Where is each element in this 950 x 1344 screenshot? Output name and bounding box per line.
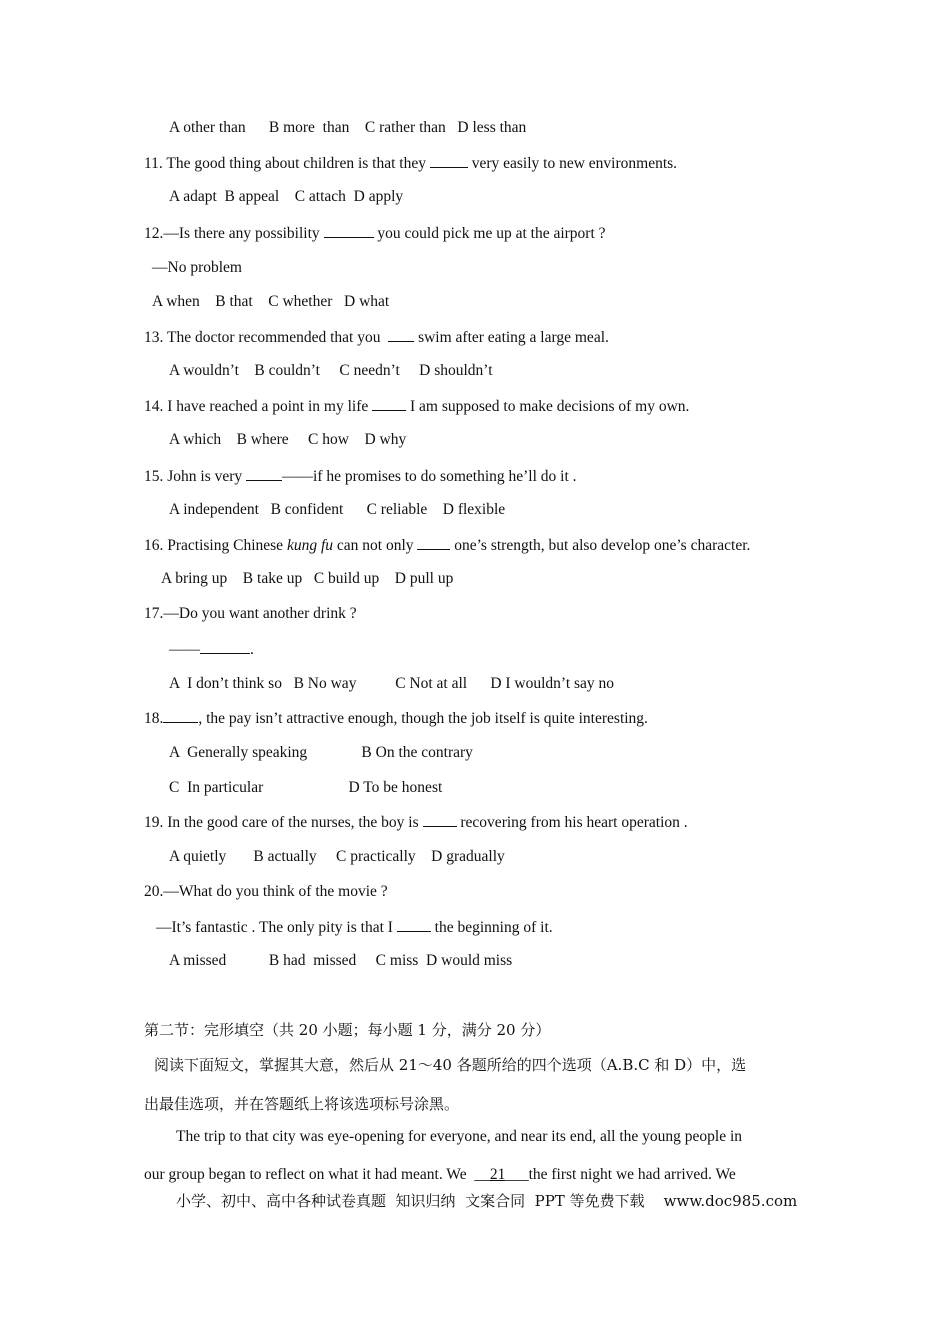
question-19 [144, 812, 688, 833]
q16-text-mid: can not only [333, 537, 418, 554]
question-15 [144, 466, 577, 487]
q19-text-start: 19. In the good care of the nurses, the boy is [144, 814, 423, 831]
q16-options: A bring up B take up C build up D pull up [161, 570, 454, 587]
question-13 [144, 327, 609, 348]
q12-response: —No problem [152, 259, 242, 276]
q17-blank [200, 639, 250, 654]
section-2-instructions-line2: 出最佳选项，并在答题纸上将该选项标号涂黑。 [144, 1095, 460, 1113]
question-12 [144, 223, 606, 244]
q17-response [169, 639, 254, 660]
q16-blank [417, 535, 450, 550]
question-14 [144, 396, 689, 417]
q18-text-end: , the pay isn’t attractive enough, though the job itself is quite interesting. [198, 710, 648, 727]
q12-options: A when B that C whether D what [152, 293, 390, 310]
question-17: 17.—Do you want another drink ? [144, 605, 357, 622]
q20-blank [397, 917, 431, 932]
q15-blank [246, 466, 282, 481]
section-2-heading: 第二节：完形填空（共 20 小题；每小题 1 分，满分 20 分） [144, 1021, 551, 1039]
q14-blank [372, 396, 406, 411]
q18-options-row2: C In particular D To be honest [169, 779, 443, 796]
q18-options-row1: A Generally speaking B On the contrary [169, 744, 473, 761]
q16-text-end: one’s strength, but also develop one’s character. [450, 537, 751, 554]
question-20: 20.—What do you think of the movie ? [144, 883, 388, 900]
q15-text-end: ——if he promises to do something he’ll do it . [282, 468, 577, 485]
q12-blank [324, 223, 374, 238]
section-2-instructions-line1: 阅读下面短文，掌握其大意，然后从 21～40 各题所给的四个选项（A.B.C 和 D）中，选 [154, 1056, 747, 1074]
q15-text-start: 15. John is very [144, 468, 247, 485]
q13-blank [388, 327, 414, 342]
q14-text-start: 14. I have reached a point in my life [144, 398, 373, 415]
q14-options: A which B where C how D why [169, 431, 407, 448]
q17-dash: —— [169, 641, 200, 658]
q13-text-start: 13. The doctor recommended that you [144, 329, 389, 346]
q19-blank [423, 812, 457, 827]
q13-text-end: swim after eating a large meal. [414, 329, 609, 346]
q11-text-start: 11. The good thing about children is that they [144, 155, 430, 172]
q10-options: A other than B more than C rather than D less than [169, 119, 527, 136]
q20-options: A missed B had missed C miss D would miss [169, 952, 513, 969]
q17-options: A I don’t think so B No way C Not at all D I wouldn’t say no [169, 675, 615, 692]
blank-21-number: 21 [489, 1166, 506, 1183]
q13-options: A wouldn’t B couldn’t C needn’t D shouldn’t [169, 362, 493, 379]
q12-text-end: you could pick me up at the airport ? [373, 225, 606, 242]
passage-line-2 [144, 1165, 736, 1185]
blank-21-underline: ___ [505, 1166, 529, 1183]
question-11 [144, 153, 677, 174]
q14-text-end: I am supposed to make decisions of my own. [406, 398, 690, 415]
q12-text-start: 12.—Is there any possibility [144, 225, 324, 242]
q19-options: A quietly B actually C practically D gradually [169, 848, 505, 865]
q11-options: A adapt B appeal C attach D apply [169, 188, 404, 205]
q11-text-end: very easily to new environments. [467, 155, 678, 172]
question-18 [144, 708, 648, 729]
q20-text-start: —It’s fantastic . The only pity is that I [156, 919, 397, 936]
q16-text-start: 16. Practising Chinese [144, 537, 287, 554]
q20-text-end: the beginning of it. [430, 919, 553, 936]
q16-kung-fu: kung fu [286, 537, 333, 554]
q18-number: 18. [144, 710, 164, 727]
q18-blank [163, 708, 198, 723]
page-footer: 小学、初中、高中各种试卷真题 知识归纳 文案合同 PPT 等免费下载 www.doc985.com [176, 1192, 798, 1210]
passage-line-2-end: the first night we had arrived. We [528, 1166, 736, 1183]
q19-text-end: recovering from his heart operation . [456, 814, 688, 831]
passage-line-2-start: our group began to reflect on what it had meant. We __ [144, 1166, 490, 1183]
q11-blank [430, 153, 468, 168]
q17-period: . [250, 641, 254, 658]
q15-options: A independent B confident C reliable D flexible [169, 501, 506, 518]
question-16 [144, 535, 750, 556]
q20-response [156, 917, 553, 938]
passage-line-1: The trip to that city was eye-opening for everyone, and near its end, all the young people in [176, 1128, 742, 1145]
